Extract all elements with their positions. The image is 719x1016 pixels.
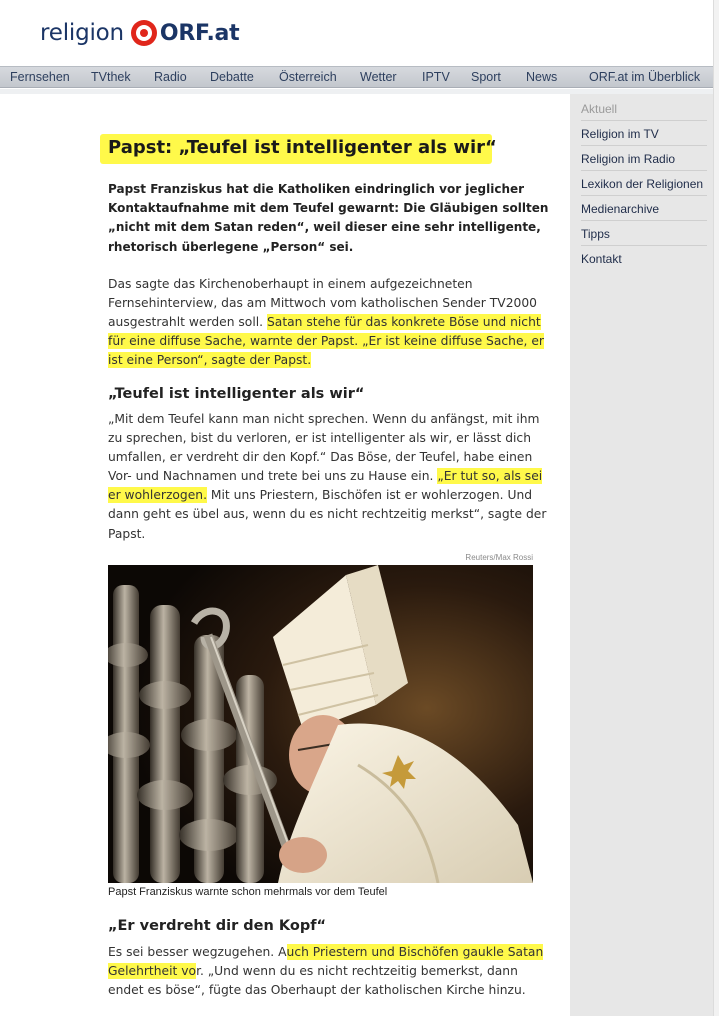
sidebar-divider — [581, 120, 707, 121]
nav-item-debatte[interactable]: Debatte — [210, 70, 254, 84]
lead-line: „nicht mit dem Satan reden“, weil dieser eine sehr intelligente, — [108, 220, 541, 235]
paragraph-3 — [108, 943, 553, 1000]
nav-item-iptv[interactable]: IPTV — [422, 70, 450, 84]
text-run: r. „Und wenn du es nicht rechtzeitig bemerkst, dann — [196, 964, 518, 979]
sidebar-item-lexikon[interactable]: Lexikon der Religionen — [581, 177, 704, 191]
nav-item-orf-ueberblick[interactable]: ORF.at im Überblick — [589, 70, 701, 84]
sidebar-divider — [581, 170, 707, 171]
text-line: Das sagte das Kirchenoberhaupt in einem aufgezeichneten — [108, 277, 473, 291]
highlighted-text: Satan stehe für das konkrete Böse und nicht — [266, 315, 541, 330]
nav-item-oesterreich[interactable]: Österreich — [279, 70, 337, 84]
nav-item-tvthek[interactable]: TVthek — [91, 70, 131, 84]
subheading-2: „Er verdreht dir den Kopf“ — [108, 918, 327, 934]
site-header — [0, 0, 719, 66]
text-line — [108, 962, 553, 981]
sidebar-item-tipps[interactable]: Tipps — [581, 227, 610, 241]
text-line — [108, 467, 553, 486]
nav-item-sport[interactable]: Sport — [471, 70, 501, 84]
article-title-highlight — [100, 134, 497, 164]
text-line: Fernsehinterview, das am Mittwoch vom katholischen Sender TV2000 — [108, 296, 537, 311]
highlighted-text: „Er tut so, als sei — [437, 469, 543, 484]
text-run: Vor- und Nachnamen und trete bei uns zu Hause ein. — [108, 469, 438, 484]
sidebar-divider — [581, 220, 707, 221]
orf-eye-logo-icon — [131, 20, 157, 46]
nav-item-wetter[interactable]: Wetter — [360, 70, 397, 84]
text-line — [108, 943, 553, 962]
photo-caption: Papst Franziskus warnte schon mehrmals vor dem Teufel — [108, 886, 388, 898]
pope-photo-illustration — [108, 565, 533, 883]
text-line — [108, 486, 553, 505]
lead-line: Papst Franziskus hat die Katholiken eindringlich vor jeglicher — [108, 182, 525, 196]
article-title: Papst: „Teufel ist intelligenter als wir“ — [108, 137, 497, 158]
sidebar-item-medienarchive[interactable]: Medienarchive — [581, 202, 660, 216]
text-line: zu sprechen, bist du verloren, er ist intelligenter als wir, er lässt dich — [108, 431, 531, 446]
sidebar-divider — [581, 245, 707, 246]
sidebar-item-religion-im-tv[interactable]: Religion im TV — [581, 127, 659, 141]
subheading-1: „Teufel ist intelligenter als wir“ — [108, 386, 365, 402]
photo-credit: Reuters/Max Rossi — [465, 553, 533, 562]
paragraph-2 — [108, 410, 553, 544]
text-line: „Mit dem Teufel kann man nicht sprechen. Wenn du anfängst, mit ihm — [108, 412, 540, 426]
highlighted-text: er wohlerzogen. — [108, 488, 207, 503]
text-line — [108, 313, 553, 332]
text-run: Es sei besser wegzugehen. A — [108, 945, 287, 959]
sidebar-item-religion-im-radio[interactable]: Religion im Radio — [581, 152, 676, 166]
article-lead — [108, 180, 549, 257]
highlighted-text: uch Priestern und Bischöfen gaukle Satan — [286, 945, 544, 959]
window-scrollbar[interactable] — [713, 0, 719, 1016]
text-run: ausgestrahlt werden soll. — [108, 315, 267, 330]
nav-item-news[interactable]: News — [526, 70, 558, 84]
text-line — [108, 332, 553, 351]
article-photo[interactable] — [108, 565, 533, 883]
site-logo[interactable] — [40, 16, 239, 50]
highlighted-text: Gelehrtheit vo — [108, 964, 197, 979]
highlighted-text: ist eine Person“, sagte der Papst. — [108, 353, 312, 368]
sidebar-item-kontakt[interactable]: Kontakt — [581, 252, 622, 266]
nav-item-fernsehen[interactable]: Fernsehen — [10, 70, 70, 84]
logo-orf-text: ORF.at — [159, 20, 240, 46]
text-line — [108, 351, 553, 370]
text-line: Papst. — [108, 526, 146, 541]
paragraph-1 — [108, 275, 553, 370]
sidebar-divider — [581, 195, 707, 196]
text-line: dann geht es übel aus, wenn du es nicht rechtzeitig merkst“, sagte der — [108, 507, 547, 522]
text-line: endet es böse“, fügte das Oberhaupt der katholischen Kirche hinzu. — [108, 983, 526, 998]
lead-line: Kontaktaufnahme mit dem Teufel gewarnt: Die Gläubigen sollten — [108, 201, 549, 216]
text-line: umfallen, er verdreht dir den Kopf.“ Das Böse, der Teufel, habe einen — [108, 450, 533, 465]
section-sidebar — [570, 94, 713, 1016]
logo-religion-text: religion — [40, 20, 124, 46]
sidebar-divider — [581, 145, 707, 146]
lead-line: rhetorisch überlegene „Person“ sei. — [108, 239, 354, 254]
sidebar-item-aktuell[interactable]: Aktuell — [581, 102, 618, 116]
nav-item-radio[interactable]: Radio — [154, 70, 187, 84]
text-run: Mit uns Priestern, Bischöfen ist er wohlerzogen. Und — [207, 488, 533, 503]
highlighted-text: für eine diffuse Sache, warnte der Papst. „Er ist keine diffuse Sache, er — [108, 334, 544, 349]
main-nav — [0, 66, 719, 88]
